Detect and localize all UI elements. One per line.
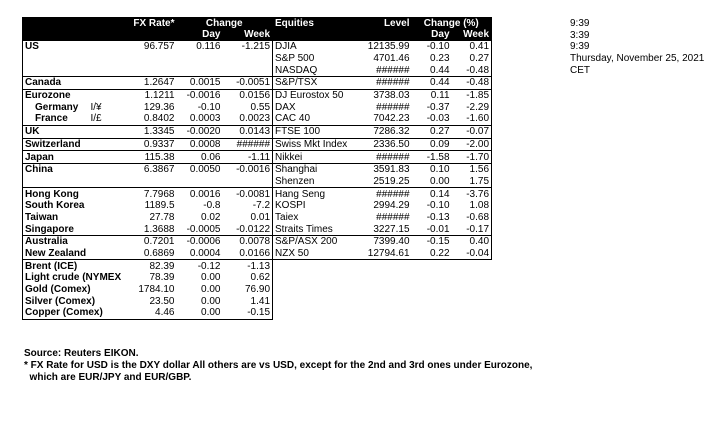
equity-change-day: -0.13	[426, 211, 450, 223]
subheader-fx-week: Week	[223, 29, 273, 41]
region-name: France	[23, 113, 89, 125]
fx-pair-code: I/¥	[90, 101, 102, 113]
equity-level: 3738.03	[356, 89, 412, 101]
equity-change-day: -0.03	[426, 113, 450, 125]
region-name: South Korea	[23, 200, 89, 212]
header-level: Level	[356, 17, 412, 29]
region-name: Eurozone	[23, 89, 89, 101]
fx-pair-code	[89, 64, 119, 76]
equity-level: ######	[376, 64, 410, 76]
header-blank-code	[89, 17, 119, 29]
timestamp-panel	[570, 18, 704, 77]
header-equities: Equities	[273, 17, 356, 29]
commodity-change-day: 0.00	[201, 284, 221, 296]
equity-change-day: -0.10	[426, 200, 450, 212]
fx-change-day: 0.02	[201, 211, 221, 223]
fx-change-week	[223, 53, 273, 65]
fx-change-week: 0.01	[250, 211, 271, 223]
subheader-blank-region	[23, 29, 89, 41]
equity-level: 2336.50	[356, 138, 412, 151]
fx-pair-code	[89, 89, 119, 101]
equity-change-week: -0.48	[452, 64, 492, 76]
equity-index-name: DJIA	[273, 41, 356, 53]
fx-change-day	[177, 64, 223, 76]
equity-index-name: NASDAQ	[273, 64, 356, 76]
commodity-name: Gold (Comex)	[23, 284, 119, 296]
equity-level: ######	[356, 188, 412, 200]
fx-change-week: ######	[223, 138, 273, 151]
equity-change-week: 0.41	[452, 41, 492, 53]
fx-footnote-line1: * FX Rate for USD is the DXY dollar All others are vs USD, except for the 2nd and 3rd ones under Eurozone,	[24, 360, 533, 371]
equity-level: 2994.29	[373, 200, 410, 212]
fx-rate: 0.6869	[119, 248, 177, 260]
fx-change-day: 0.0008	[177, 138, 223, 151]
region-name: Singapore	[23, 223, 89, 235]
equity-index-name: Taiex	[273, 212, 356, 224]
fx-change-week: -0.0016	[223, 163, 273, 175]
equity-index-name: DJ Eurostox 50	[273, 89, 356, 101]
equity-change-week: -3.76	[452, 188, 492, 200]
region-name: China	[23, 163, 89, 175]
commodity-name: Brent (ICE)	[23, 260, 119, 272]
fx-change-day: 0.116	[177, 41, 223, 53]
equity-change-week: -1.60	[452, 113, 492, 125]
table-row	[23, 223, 492, 235]
fx-pair-code	[89, 188, 119, 200]
table-row	[23, 163, 492, 175]
subheader-fx-day: Day	[177, 29, 223, 41]
fx-change-day: 0.0015	[177, 77, 223, 90]
time-1: 9:39	[570, 18, 590, 29]
header-fx-change: Change	[177, 17, 273, 29]
fx-change-week: 0.0023	[239, 113, 271, 125]
region-name	[23, 53, 89, 65]
fx-rate: 0.8402	[143, 113, 175, 125]
commodity-change-week: 76.90	[223, 284, 273, 296]
table-row	[23, 138, 492, 151]
fx-change-day: -0.8	[203, 200, 221, 212]
subheader-blank-code	[89, 29, 119, 41]
fx-rate	[119, 53, 177, 65]
fx-pair-code	[89, 176, 119, 188]
commodity-price: 78.39	[149, 272, 175, 284]
fx-rate: 115.38	[119, 151, 177, 164]
fx-rate: 1.3688	[143, 223, 175, 235]
region-name: Germany	[23, 101, 89, 113]
subheader-eq-day: Day	[412, 29, 452, 41]
equity-change-day: 0.10	[412, 163, 452, 175]
subheader-eq-week: Week	[452, 29, 492, 41]
equity-level: 7399.40	[356, 236, 412, 248]
equity-change-day: 0.00	[430, 175, 450, 187]
equity-change-day: -0.15	[412, 236, 452, 248]
equity-level: ######	[376, 101, 410, 113]
equity-level: 12135.99	[356, 41, 412, 53]
table-row	[23, 188, 492, 200]
fx-change-day: 0.0004	[177, 248, 223, 260]
fx-pair-code	[89, 200, 119, 212]
commodity-name: Copper (Comex)	[23, 307, 119, 319]
equity-change-day: 0.09	[412, 138, 452, 151]
fx-pair-code	[89, 223, 119, 235]
region-name: Canada	[23, 77, 89, 90]
fx-pair-code	[89, 125, 119, 138]
commodity-row	[23, 284, 492, 296]
equity-level: 7042.23	[373, 113, 410, 125]
fx-rate: 96.757	[119, 41, 177, 53]
fx-rate: 6.3867	[119, 163, 177, 175]
fx-rate: 7.7968	[119, 188, 177, 200]
equity-index-name: CAC 40	[273, 113, 356, 125]
date-label: Thursday, November 25, 2021	[570, 53, 705, 65]
equity-change-week: 0.27	[452, 53, 492, 65]
equity-level: 2519.25	[373, 175, 410, 187]
fx-change-day: -0.10	[197, 101, 221, 113]
fx-rate: 27.78	[149, 211, 175, 223]
fx-change-week: -7.2	[252, 200, 271, 212]
table-row	[23, 89, 492, 101]
fx-change-day: 0.0050	[177, 163, 223, 175]
fx-pair-code	[89, 41, 119, 53]
commodity-row	[23, 272, 492, 284]
commodity-change-week: 1.41	[223, 295, 273, 307]
header-change-pct: Change (%)	[412, 17, 492, 29]
table-row	[23, 64, 492, 76]
table-row	[23, 236, 492, 248]
equity-level: 3591.83	[356, 163, 412, 175]
equity-index-name: Shanghai	[273, 163, 356, 175]
equity-change-day: -1.58	[412, 151, 452, 164]
equity-change-day: 0.27	[412, 125, 452, 138]
commodity-change-day: 0.00	[201, 295, 221, 307]
fx-rate: 1.3345	[119, 125, 177, 138]
fx-pair-code	[89, 236, 119, 248]
fx-change-week: -0.0051	[223, 77, 273, 90]
equity-change-week: -1.70	[452, 151, 492, 164]
region-name: Taiwan	[23, 212, 89, 224]
fx-change-week	[223, 64, 273, 76]
equity-change-day: 0.14	[412, 188, 452, 200]
fx-change-day: -0.0006	[177, 236, 223, 248]
header-fx-rate: FX Rate*	[119, 17, 177, 29]
equity-index-name: Shenzen	[273, 176, 356, 188]
region-name: Switzerland	[23, 138, 89, 151]
table-row	[23, 101, 492, 113]
fx-pair-code	[89, 163, 119, 175]
equity-level: 4701.46	[373, 53, 410, 65]
equity-level: 7286.32	[356, 125, 412, 138]
equity-change-day: 0.23	[430, 53, 450, 65]
equity-change-week: -1.85	[452, 89, 492, 101]
commodity-price: 1784.10	[138, 284, 175, 296]
fx-pair-code: I/£	[90, 113, 102, 125]
market-table	[22, 17, 492, 320]
equity-change-week: -0.17	[452, 223, 492, 235]
table-row	[23, 248, 492, 260]
fx-change-day: 0.0016	[177, 188, 223, 200]
equity-index-name: Nikkei	[273, 151, 356, 164]
fx-rate: 0.7201	[119, 236, 177, 248]
subheader-blank-fx	[119, 29, 177, 41]
fx-change-day	[177, 176, 223, 188]
fx-change-week: 0.0143	[223, 125, 273, 138]
timezone-label: CET	[570, 64, 590, 76]
source-note: Source: Reuters EIKON.	[24, 348, 139, 359]
fx-rate: 1189.5	[144, 200, 175, 212]
table-row	[23, 77, 492, 90]
equity-change-day: 0.22	[412, 248, 452, 260]
header-row	[23, 17, 492, 29]
equity-index-name: NZX 50	[273, 248, 356, 260]
equity-level: ######	[356, 77, 412, 90]
fx-pair-code	[89, 77, 119, 90]
subheader-blank-level	[356, 29, 412, 41]
commodity-change-day: -0.12	[197, 260, 221, 272]
footnotes	[24, 348, 532, 384]
equity-change-week: -2.00	[452, 138, 492, 151]
table-row	[23, 41, 492, 53]
commodity-change-day: 0.00	[177, 307, 223, 319]
region-name: Hong Kong	[23, 188, 89, 200]
fx-pair-code	[89, 53, 119, 65]
fx-pair-code	[89, 212, 119, 224]
commodity-change-week: -0.15	[223, 307, 273, 319]
equity-index-name: KOSPI	[273, 200, 356, 212]
region-name: Japan	[23, 151, 89, 164]
fx-rate	[119, 64, 177, 76]
commodity-row	[23, 307, 492, 319]
commodity-row	[23, 260, 492, 272]
fx-change-day: 0.06	[177, 151, 223, 164]
equity-level: 12794.61	[356, 248, 412, 260]
equity-change-day: -0.10	[412, 41, 452, 53]
fx-change-week: 0.0166	[223, 248, 273, 260]
equity-index-name: S&P/ASX 200	[273, 236, 356, 248]
table-row	[23, 212, 492, 224]
equity-index-name: S&P/TSX	[273, 77, 356, 90]
equity-change-week: -0.07	[452, 125, 492, 138]
table-row	[23, 151, 492, 164]
header-blank-region	[23, 17, 89, 29]
equity-level: ######	[376, 211, 410, 223]
equity-change-week: -0.48	[452, 77, 492, 90]
fx-rate: 129.36	[143, 101, 175, 113]
equity-change-day: 0.44	[430, 64, 450, 76]
time-3: 9:39	[570, 41, 590, 53]
fx-pair-code	[89, 138, 119, 151]
equity-change-week: 1.56	[452, 163, 492, 175]
fx-change-day	[177, 53, 223, 65]
equity-change-day: -0.01	[426, 223, 450, 235]
fx-change-week: 0.0156	[223, 89, 273, 101]
fx-rate: 1.2647	[119, 77, 177, 90]
commodity-price: 82.39	[149, 260, 175, 272]
fx-rate	[119, 176, 177, 188]
commodity-change-week: 0.62	[223, 272, 273, 284]
fx-change-day: -0.0005	[186, 223, 221, 235]
fx-change-week: 0.55	[250, 101, 271, 113]
region-name: US	[23, 41, 89, 53]
fx-rate: 0.9337	[119, 138, 177, 151]
fx-pair-code	[89, 151, 119, 164]
region-name	[23, 176, 89, 188]
fx-change-week: -1.11	[223, 151, 273, 164]
region-name: New Zealand	[23, 248, 89, 260]
table-row	[23, 200, 492, 212]
commodity-price: 23.50	[149, 295, 175, 307]
equity-change-week: 1.75	[452, 176, 492, 188]
fx-change-day: -0.0016	[177, 89, 223, 101]
fx-change-week: -0.0081	[223, 188, 273, 200]
fx-footnote-line2: which are EUR/JPY and EUR/GBP.	[24, 372, 192, 383]
equity-index-name: DAX	[273, 101, 356, 113]
equity-index-name: S&P 500	[273, 53, 356, 65]
fx-pair-code	[89, 248, 119, 260]
equity-level: 3227.15	[373, 223, 410, 235]
table-row	[23, 125, 492, 138]
fx-change-week: -0.0122	[236, 223, 271, 235]
fx-change-week: -1.215	[223, 41, 273, 53]
equity-index-name: Swiss Mkt Index	[273, 138, 356, 151]
table-row	[23, 53, 492, 65]
equity-change-week: -0.04	[452, 248, 492, 260]
equity-index-name: Hang Seng	[273, 188, 356, 200]
commodity-price: 4.46	[119, 307, 177, 319]
subheader-row	[23, 29, 492, 41]
equity-change-week: -0.68	[452, 212, 492, 224]
region-name: UK	[23, 125, 89, 138]
fx-change-week	[223, 176, 273, 188]
region-name: Australia	[23, 236, 89, 248]
commodity-name: Silver (Comex)	[23, 295, 119, 307]
fx-change-week: 0.0078	[223, 236, 273, 248]
equity-level: ######	[356, 151, 412, 164]
region-name	[23, 64, 89, 76]
table-row	[23, 176, 492, 188]
equity-change-day: -0.37	[426, 101, 450, 113]
time-2: 3:39	[570, 29, 590, 41]
equity-change-week: 1.08	[452, 200, 492, 212]
subheader-blank-eq	[273, 29, 356, 41]
equity-change-day: 0.11	[412, 89, 452, 101]
fx-change-day: 0.0003	[189, 113, 221, 125]
equity-change-week: 0.40	[452, 236, 492, 248]
equity-change-week: -2.29	[452, 101, 492, 113]
commodity-change-week: -1.13	[223, 260, 273, 272]
commodity-change-day: 0.00	[201, 272, 221, 284]
commodity-row	[23, 295, 492, 307]
table-row	[23, 113, 492, 125]
fx-change-day: -0.0020	[177, 125, 223, 138]
equity-change-day: 0.44	[412, 77, 452, 90]
fx-rate: 1.1211	[119, 89, 177, 101]
equity-index-name: Straits Times	[273, 223, 356, 235]
commodity-name: Light crude (NYMEX	[23, 272, 119, 284]
equity-index-name: FTSE 100	[273, 125, 356, 138]
